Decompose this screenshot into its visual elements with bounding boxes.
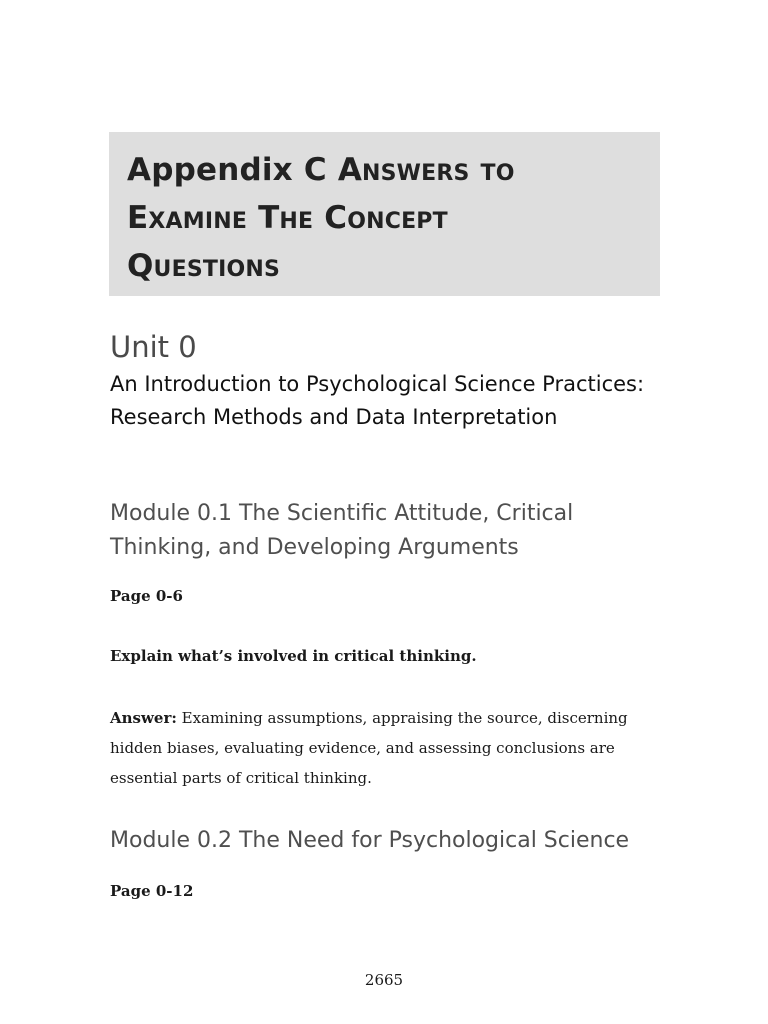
page-number: 2665 xyxy=(364,971,404,989)
question-text: Explain what’s involved in critical thinking. xyxy=(110,647,477,665)
module-heading-0-2: Module 0.2 The Need for Psychological Science xyxy=(110,828,630,853)
answer-label: Answer: xyxy=(110,709,177,727)
appendix-title xyxy=(127,146,642,290)
appendix-title-box xyxy=(109,132,660,296)
appendix-title-line3: Questions xyxy=(127,248,281,284)
page-reference-0-12: Page 0-12 xyxy=(110,882,194,900)
answer-paragraph xyxy=(110,703,650,793)
module-heading-0-1: Module 0.1 The Scientific Attitude, Critical Thinking, and Developing Arguments xyxy=(110,501,574,560)
answer-text: Examining assumptions, appraising the source, discerning hidden biases, evaluating evidence, and assessing conclusions are essential parts of critical thinking. xyxy=(110,709,628,787)
unit-label: Unit 0 xyxy=(110,330,197,364)
appendix-title-line2: Examine The Concept xyxy=(127,200,448,236)
page-reference-0-6: Page 0-6 xyxy=(110,587,183,605)
unit-subtitle: An Introduction to Psychological Science Practices: Research Methods and Data Interpretation xyxy=(110,372,645,429)
appendix-title-line1: Answers to xyxy=(337,152,515,188)
appendix-title-lead: Appendix C xyxy=(127,152,338,188)
